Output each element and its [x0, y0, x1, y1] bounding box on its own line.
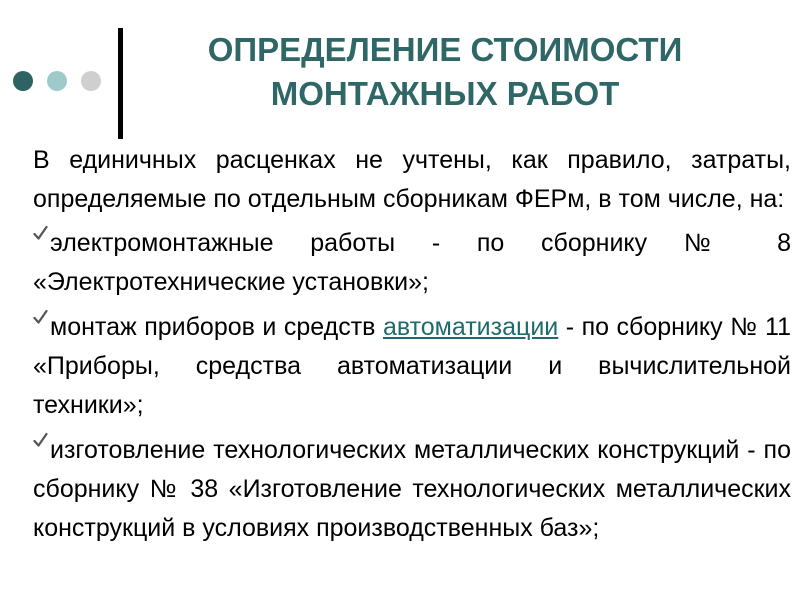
vertical-divider [118, 28, 123, 139]
list-item-text-after: - по сборнику № 11 «Приборы, средства автоматизации и вычислительной техники»; [33, 313, 791, 419]
list-item-text-before: монтаж приборов и средств [50, 313, 383, 341]
slide-body [33, 141, 791, 554]
dot-dark [13, 71, 33, 91]
list-item-text: изготовление технологических металлических конструкций - по сборнику № 38 «Изготовление технологических металлических конструкций в условиях производственных баз»; [33, 436, 791, 542]
decorative-dots [13, 71, 103, 93]
check-bullet-icon [33, 309, 48, 325]
slide-title-line-2: МОНТАЖНЫХ РАБОТ [270, 75, 620, 112]
list-item [33, 224, 791, 302]
slide-title-line-1: ОПРЕДЕЛЕНИЕ СТОИМОСТИ [207, 31, 683, 68]
list-item-text: электромонтажные работы - по сборнику № 8 «Электротехнические установки»; [33, 229, 791, 296]
intro-paragraph: В единичных расценках не учтены, как правило, затраты, определяемые по отдельным сборникам ФЕРм, в том числе, на: [33, 146, 791, 213]
slide-title [150, 28, 740, 116]
dot-light [81, 71, 101, 91]
check-bullet-icon [33, 432, 48, 448]
list-item [33, 308, 791, 425]
dot-mid [47, 71, 67, 91]
check-bullet-icon [33, 225, 48, 241]
automation-link[interactable]: автоматизации [382, 313, 559, 341]
list-item [33, 431, 791, 548]
